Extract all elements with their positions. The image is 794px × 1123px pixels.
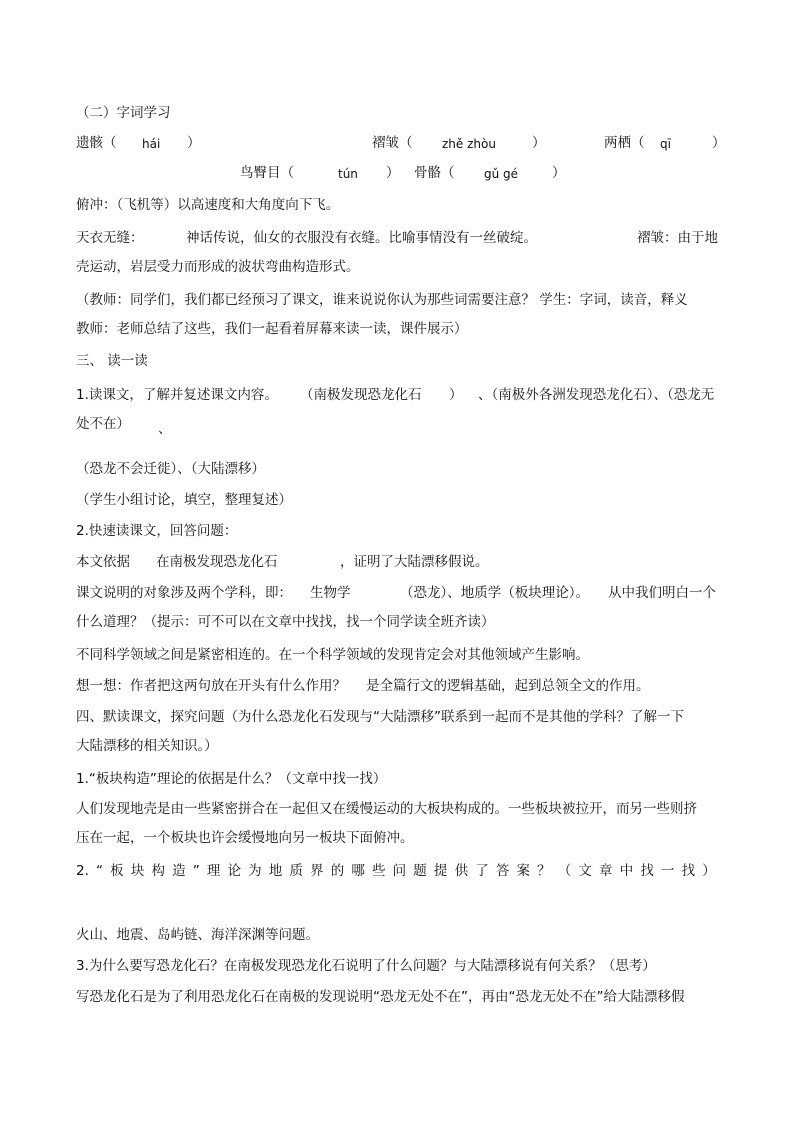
s4-question-2-char: 中 bbox=[619, 863, 634, 879]
section4-title-cont: 大陆漂移的相关知识。） bbox=[76, 738, 218, 754]
vocab-close-2: ） bbox=[532, 135, 546, 151]
s4-question-2-char: 找 bbox=[681, 863, 696, 879]
section3-title: 三、 读一读 bbox=[76, 353, 148, 369]
q1-close: ） bbox=[449, 387, 463, 403]
s4-question-2-char: 了 bbox=[475, 863, 489, 879]
q2-b-text-2: （恐龙）、地质学（板块理论）。 bbox=[400, 585, 589, 601]
q2-line-c: 什么道理？（提示：可不可以在文章中找找，找一个同学读全班齐读） bbox=[76, 614, 495, 630]
s4-question-2-char: 界 bbox=[310, 863, 324, 879]
s4-question-2-char: ？ bbox=[537, 863, 551, 879]
s4-question-2-char: 些 bbox=[372, 863, 386, 879]
definition-zhezhou-cont: 壳运动，岩层受力而形成的波状弯曲构造形式。 bbox=[76, 259, 360, 275]
vocab-close-4: ） bbox=[386, 165, 400, 181]
dialog-line-1: （教师：同学们，我们都已经预习了课文，谁来说说你认为那些词需要注意？ 学生：字词，读音，释义 bbox=[76, 292, 688, 308]
term-zhezhou: 褶皱：由于地 bbox=[637, 230, 718, 246]
section4-title: 四、默读课文，探究问题（为什么恐龙化石发现与“大陆漂移”联系到一起而不是其他的学科？了解一下 bbox=[76, 709, 684, 725]
q1-answer-2: 、（南极外各洲发现恐龙化石）、（恐龙无 bbox=[478, 387, 715, 403]
s4-question-2-char: 提 bbox=[433, 863, 448, 879]
def-tianyiwufeng: 神话传说，仙女的衣服没有衣缝。比喻事情没有一丝破绽。 bbox=[186, 230, 537, 246]
vocab-pinyin-1: hái bbox=[142, 137, 161, 151]
s4-question-2-char: 哪 bbox=[351, 863, 365, 879]
q1-prompt: 1.读课文，了解并复述课文内容。 bbox=[76, 387, 278, 403]
q1-answer-1: （南极发现恐龙化石 bbox=[300, 387, 422, 403]
vocab-close-5: ） bbox=[552, 165, 566, 181]
vocab-pinyin-4: tún bbox=[338, 167, 358, 181]
s4-question-2-char: 供 bbox=[454, 863, 469, 879]
s4-question-2-char: ） bbox=[702, 863, 716, 879]
vocab-word-4: 鸟臀目（ bbox=[240, 165, 294, 181]
s4-question-2 bbox=[76, 862, 716, 880]
s4-question-2-char: 答 bbox=[495, 863, 510, 879]
q2-b-answer: 生物学 bbox=[310, 585, 351, 601]
s4-question-2-char: 2. bbox=[76, 863, 89, 879]
vocab-close-3: ） bbox=[712, 135, 726, 151]
definition-fuchong: 俯冲：（飞机等）以高速度和大角度向下飞。 bbox=[76, 197, 340, 213]
q2-a-text: 本文依据 bbox=[76, 554, 130, 570]
s4-question-2-char: 造 bbox=[172, 863, 186, 879]
q2-line-d: 不同科学领域之间是紧密相连的。在一个科学领域的发现肯定会对其他领域产生影响。 bbox=[76, 647, 589, 663]
s4-question-2-char: 地 bbox=[268, 863, 283, 879]
vocab-word-2: 褶皱（ bbox=[372, 135, 413, 151]
s4-question-2-char: 论 bbox=[227, 863, 242, 879]
q2-b-text-3: 从中我们明白一个 bbox=[608, 585, 716, 601]
vocab-word-1: 遗骸（ bbox=[76, 135, 117, 151]
s4-question-2-char: 一 bbox=[660, 863, 675, 879]
s4-question-3: 3.为什么要写恐龙化石？在南极发现恐龙化石说明了什么问题？与大陆漂移说有何关系？（思考） bbox=[76, 958, 656, 974]
s4-question-2-char: （ bbox=[557, 863, 572, 879]
q2-e-answer: 是全篇行文的逻辑基础，起到总领全文的作用。 bbox=[366, 678, 650, 694]
s4-question-2-char: 问 bbox=[392, 863, 407, 879]
s4-question-2-char: 理 bbox=[206, 863, 221, 879]
q1-note: （学生小组讨论，填空，整理复述） bbox=[76, 492, 292, 508]
s4-question-2-char: 构 bbox=[151, 863, 165, 879]
s4-question-2-char: 章 bbox=[599, 863, 613, 879]
vocab-word-5: 骨骼（ bbox=[414, 165, 455, 181]
vocab-pinyin-2: zhě zhòu bbox=[442, 137, 496, 151]
s4-answer-1: 人们发现地壳是由一些紧密拼合在一起但又在缓慢运动的大板块构成的。一些板块被拉开，而另一些则挤 bbox=[76, 801, 697, 817]
q2-a-text-2: ，证明了大陆漂移假说。 bbox=[340, 554, 489, 570]
dialog-line-2: 教师：老师总结了这些，我们一起看着屏幕来读一读，课件展示） bbox=[76, 321, 468, 337]
s4-question-2-char: ” bbox=[192, 863, 200, 879]
s4-question-2-char: 题 bbox=[413, 863, 427, 879]
s4-answer-2: 火山、地震、岛屿链、海洋深渊等问题。 bbox=[76, 927, 319, 943]
question-2: 2.快速读课文，回答问题： bbox=[76, 523, 238, 539]
vocab-pinyin-3: qī bbox=[660, 137, 671, 151]
q2-b-text: 课文说明的对象涉及两个学科，即： bbox=[76, 585, 292, 601]
q1-answer-4: （恐龙不会迁徙）、（大陆漂移） bbox=[76, 461, 265, 477]
q2-a-answer: 在南极发现恐龙化石 bbox=[156, 554, 278, 570]
s4-question-2-char: 板 bbox=[110, 863, 124, 879]
q2-e-question: 想一想：作者把这两句放在开头有什么作用？ bbox=[76, 678, 346, 694]
s4-question-1: 1.“板块构造”理论的依据是什么？（文章中找一找） bbox=[76, 771, 387, 787]
q1-answer-3: 处不在） bbox=[76, 416, 130, 432]
s4-answer-3: 写恐龙化石是为了利用恐龙化石在南极的发现说明“恐龙无处不在”，再由“恐龙无处不在”给大陆漂移假 bbox=[76, 989, 685, 1005]
s4-question-2-char: 找 bbox=[640, 863, 654, 879]
q1-separator: 、 bbox=[158, 421, 172, 437]
s4-question-2-char: 块 bbox=[130, 863, 145, 879]
s4-answer-1-cont: 压在一起，一个板块也许会缓慢地向另一板块下面俯冲。 bbox=[76, 830, 414, 846]
vocab-word-3: 两栖（ bbox=[604, 135, 645, 151]
term-tianyiwufeng: 天衣无缝： bbox=[76, 230, 144, 246]
s4-question-2-char: 文 bbox=[578, 863, 592, 879]
vocab-close-1: ） bbox=[187, 135, 201, 151]
vocab-pinyin-5: gǔ gé bbox=[484, 167, 519, 181]
s4-question-2-char: 案 bbox=[516, 863, 530, 879]
s4-question-2-char: 为 bbox=[248, 863, 262, 879]
s4-question-2-char: “ bbox=[96, 863, 104, 879]
s4-question-2-char: 的 bbox=[330, 863, 345, 879]
section2-title: （二）字词学习 bbox=[76, 105, 171, 121]
s4-question-2-char: 质 bbox=[289, 863, 303, 879]
